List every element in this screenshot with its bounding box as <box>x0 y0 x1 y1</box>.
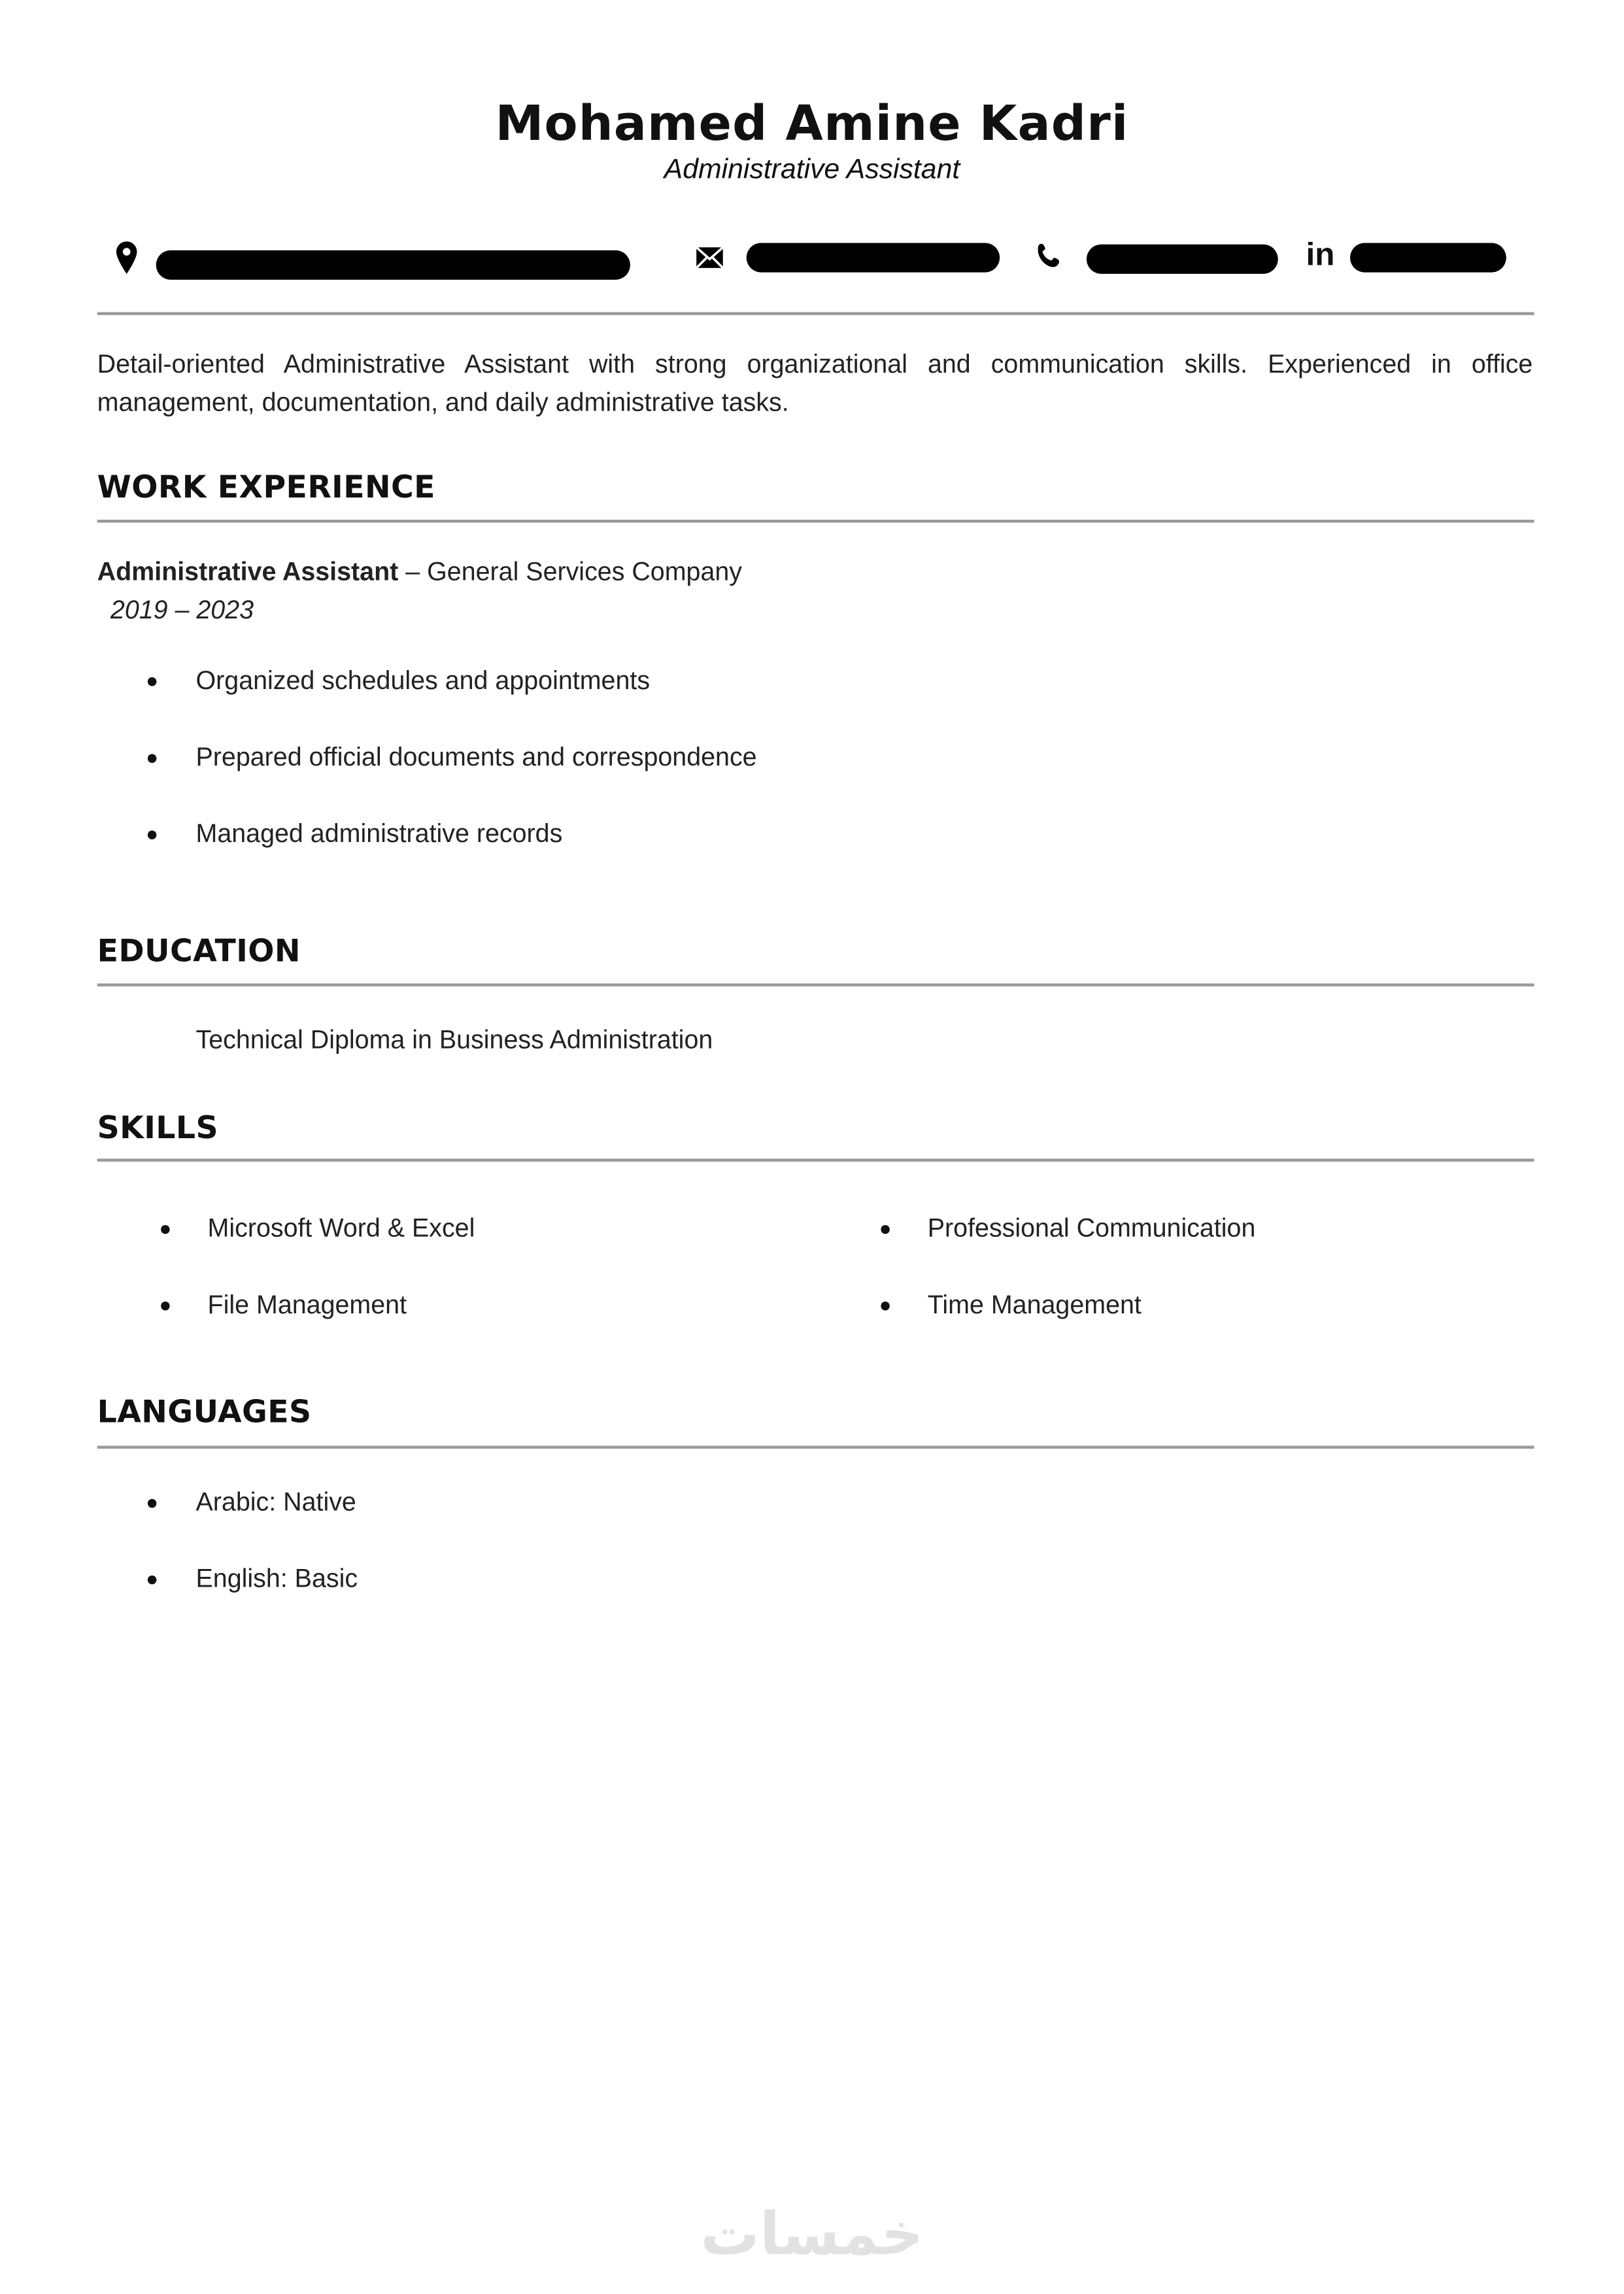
job-entry <box>97 556 742 587</box>
bullet-icon: ● <box>879 1216 892 1240</box>
job-company: – General Services Company <box>398 556 743 586</box>
education-item: Technical Diploma in Business Administration <box>195 1024 713 1054</box>
list-item: Managed administrative records <box>195 818 563 849</box>
job-dates: 2019 – 2023 <box>110 594 254 624</box>
list-item: Prepared official documents and correspondence <box>195 742 757 772</box>
bullet-icon: ● <box>159 1216 172 1240</box>
skill-item: Professional Communication <box>927 1213 1256 1243</box>
divider <box>97 312 1534 315</box>
bullet-icon: ● <box>879 1292 892 1317</box>
divider <box>97 1445 1534 1449</box>
redacted-phone <box>1087 245 1278 274</box>
envelope-icon <box>695 240 724 275</box>
language-item: Arabic: Native <box>195 1487 356 1517</box>
bullet-icon: ● <box>145 668 159 692</box>
watermark-logo: خمسات <box>700 2201 924 2269</box>
skill-item: File Management <box>207 1289 407 1319</box>
redacted-email <box>747 243 1000 273</box>
language-item: English: Basic <box>195 1563 358 1593</box>
bullet-icon: ● <box>145 745 159 769</box>
skill-item: Microsoft Word & Excel <box>207 1213 475 1243</box>
profile-summary: Detail-oriented Administrative Assistant with strong organizational and communication skills. Experienced in office management, documentation, and daily administrative tasks. <box>97 348 1533 416</box>
section-heading-work: WORK EXPERIENCE <box>97 469 435 505</box>
divider <box>97 1158 1534 1162</box>
section-heading-skills: SKILLS <box>97 1110 218 1146</box>
linkedin-icon: in <box>1306 235 1335 273</box>
job-role: Administrative Assistant <box>97 556 399 586</box>
bullet-icon: ● <box>145 1566 159 1591</box>
location-pin-icon <box>112 240 141 275</box>
section-heading-languages: LANGUAGES <box>97 1394 312 1430</box>
skill-item: Time Management <box>927 1289 1142 1319</box>
divider <box>97 520 1534 523</box>
section-heading-education: EDUCATION <box>97 933 301 969</box>
bullet-icon: ● <box>145 1490 159 1514</box>
divider <box>97 983 1534 987</box>
candidate-name: Mohamed Amine Kadri <box>495 94 1129 152</box>
redacted-linkedin <box>1350 243 1506 273</box>
list-item: Organized schedules and appointments <box>195 665 651 695</box>
job-title: Administrative Assistant <box>664 154 960 186</box>
bullet-icon: ● <box>145 821 159 845</box>
phone-icon <box>1034 240 1063 275</box>
redacted-address <box>156 250 630 280</box>
bullet-icon: ● <box>159 1292 172 1317</box>
